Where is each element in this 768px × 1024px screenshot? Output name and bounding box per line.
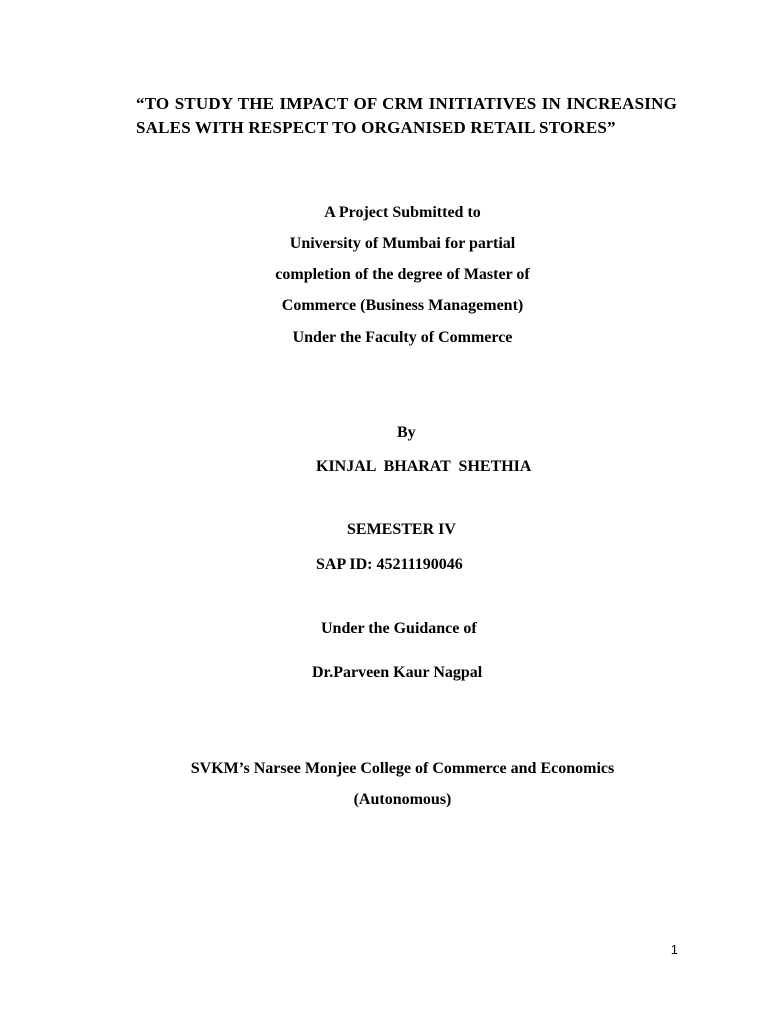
submission-line-4: Commerce (Business Management) [281, 297, 524, 314]
submission-line-3: completion of the degree of Master of [275, 266, 530, 283]
guide-name: Dr.Parveen Kaur Nagpal [312, 664, 483, 681]
sap-id: SAP ID: 45211190046 [316, 556, 463, 573]
submission-line-5: Under the Faculty of Commerce [292, 329, 513, 346]
guidance-label: Under the Guidance of [321, 620, 477, 637]
project-title: “TO STUDY THE IMPACT OF CRM INITIATIVES IN INCREASING SALES WITH RESPECT TO ORGANISED RETAIL STORES” [136, 94, 677, 137]
submission-line-2: University of Mumbai for partial [289, 235, 516, 252]
page-number: 1 [670, 942, 678, 957]
college-status: (Autonomous) [353, 791, 452, 808]
by-label: By [397, 424, 416, 441]
college-name: SVKM’s Narsee Monjee College of Commerce and Economics [190, 760, 615, 777]
submission-line-1: A Project Submitted to [324, 204, 481, 221]
semester: SEMESTER IV [347, 521, 456, 538]
author-name: KINJAL BHARAT SHETHIA [316, 458, 532, 475]
